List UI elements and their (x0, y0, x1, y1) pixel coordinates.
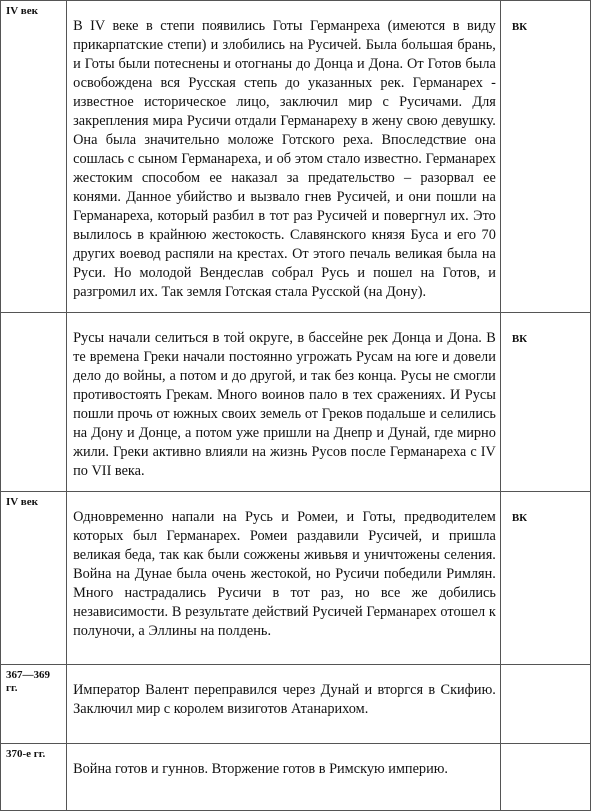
date-cell: IV век (1, 1, 67, 313)
date-cell: 367—369 гг. (1, 665, 67, 744)
event-text: Одновременно напали на Русь и Ромеи, и Готы, предводителем которых был Германарех. Ромеи раздавили Русичей, и пришла великая беда, так как были сожжены живьвя и уничтожены селения. Война на Дунае была очень жестокой, но Русичи победили Римлян. Много настрадались Русичи в тот раз, но все же добились независимости. В результате действий Русичей Германарех отошел к полуночи, а Эллины на полдень. (67, 492, 501, 665)
event-text: Война готов и гуннов. Вторжение готов в Римскую империю. (67, 744, 501, 811)
date-cell (1, 313, 67, 492)
source-cell (500, 744, 590, 811)
table-row (1, 1, 591, 313)
source-cell: ВК (500, 492, 590, 665)
date-cell: IV век (1, 492, 67, 665)
event-text: Император Валент переправился через Дунай и вторгся в Скифию. Заключил мир с королем визиготов Атанарихом. (67, 665, 501, 744)
table-row (1, 665, 591, 744)
source-cell (500, 665, 590, 744)
event-text: Русы начали селиться в той округе, в бассейне рек Донца и Дона. В те времена Греки начали постоянно угрожать Русам на юге и довели дело до войны, а потом и до другой, и так без конца. Русы не смогли противостоять Грекам. Много воинов пало в тех сражениях. И Русы пошли прочь от южных своих земель от Греков подальше и селились на Дону и Донце, а потом уже пришли на Днепр и Дунай, где мирно жили. Греки активно влияли на жизнь Русов после Германареха с IV по VII века. (67, 313, 501, 492)
table-row (1, 492, 591, 665)
table-row (1, 744, 591, 811)
event-text: В IV веке в степи появились Готы Германреха (имеются в виду прикарпатские степи) и злобились на Русичей. Была большая брань, и Готы были потеснены и отогнаны до Донца и Дона. От Готов была освобождена вся Русская степь до указанных рек. Германарех - известное историческое лицо, заключил мир с Русичами. Для закрепления мира Русичи отдали Германареху в жену свою девушку. Она была значительно моложе Готского реха. Впоследствие она сошлась с сыном Германареха, и об этом стало известно. Германарех жестоким способом ее наказал за предательство – разорвал ее конями. Данное убийство и вызвало гнев Русичей, и они пошли на Германареха, который разбил в тот раз Русичей и повергнул их. Это вылилось в крайнюю жестокость. Славянского князя Буса и его 70 других воевод распяли на крестах. От этого печаль великая была на Руси. Но молодой Вендеслав собрал Русь и пошел на Готов, и разгромил их. Так земля Готская стала Русской (на Дону). (67, 1, 501, 313)
source-cell: ВК (500, 313, 590, 492)
date-cell: 370-е гг. (1, 744, 67, 811)
table-row (1, 313, 591, 492)
source-cell: ВК (500, 1, 590, 313)
